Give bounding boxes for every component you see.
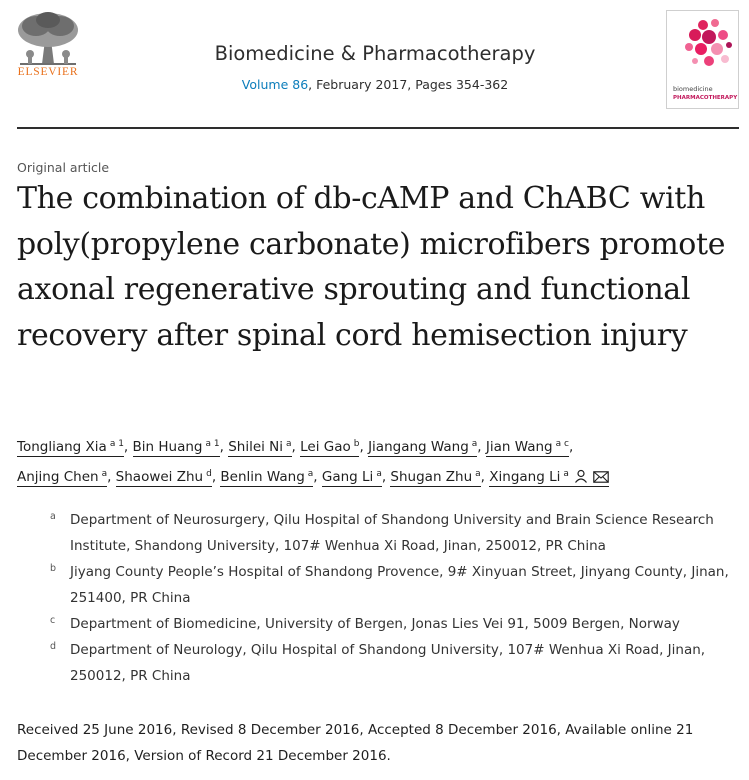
affiliation-text: Department of Neurology, Qilu Hospital of Shandong University, 107# Wenhua Xi Road, Jinan, 250012, PR China xyxy=(70,642,706,684)
cover-title-line1: biomedicine xyxy=(673,85,713,93)
author-link[interactable] xyxy=(368,439,477,457)
affiliation-label: c xyxy=(50,615,56,626)
issue-info: , February 2017, Pages 354-362 xyxy=(308,77,509,92)
author-name: Shilei Ni xyxy=(228,439,284,455)
author-link[interactable] xyxy=(17,469,107,487)
author-name: Bin Huang xyxy=(132,439,203,455)
author-list: Tongliang Xia $^{a 1}$, Bin Huang $^{a 1}$, Shilei Ni $^a$, Lei Gao $^b$, Jiangang Wang $^a$, Jian Wang $^{a c}$, Anjing Chen $^a$, Shaowei Zhu $^d$, Benlin Wang $^a$, Gang Li $^a$, Shugan Zhu $^a$, Xingang Li $^a$ xyxy=(17,431,737,491)
author-name: Benlin Wang xyxy=(220,469,305,485)
author-link[interactable] xyxy=(116,469,212,487)
author-name: Xingang Li xyxy=(489,469,561,485)
author-link[interactable] xyxy=(228,439,291,457)
author-affil-ref: a xyxy=(286,439,292,449)
elsevier-tree-icon xyxy=(12,10,84,66)
affiliation-item xyxy=(40,507,740,559)
author-link[interactable] xyxy=(300,439,359,457)
person-icon xyxy=(574,469,588,483)
author-name: Jian Wang xyxy=(485,439,553,455)
author-affil-ref: a xyxy=(307,469,314,479)
author-affil-ref: a xyxy=(376,469,382,479)
affiliation-item xyxy=(40,637,740,689)
affiliation-item xyxy=(40,611,740,637)
author-affil-ref: a 1 xyxy=(109,439,124,449)
cover-title-line2: PHARMACOTHERAPY xyxy=(673,95,738,101)
author-link-corresponding[interactable] xyxy=(489,469,609,487)
affiliation-label: d xyxy=(50,641,57,652)
article-header xyxy=(0,0,749,128)
author-affil-ref: a xyxy=(471,439,478,449)
author-link[interactable] xyxy=(390,469,480,487)
affiliation-label: a xyxy=(50,511,56,522)
author-name: Lei Gao xyxy=(300,439,351,455)
affiliation-text: Department of Biomedicine, University of Bergen, Jonas Lies Vei 91, 5009 Bergen, Norway xyxy=(70,616,680,632)
author-affil-ref: a xyxy=(563,469,569,479)
author-link[interactable] xyxy=(133,439,220,457)
publication-history: Received 25 June 2016, Revised 8 December 2016, Accepted 8 December 2016, Available online 21 December 2016, Version of Record 21 December 2016. xyxy=(17,722,694,764)
volume-link[interactable]: Volume 86 xyxy=(241,77,309,92)
volume-info xyxy=(150,77,600,92)
cover-art-icon xyxy=(667,11,738,108)
envelope-icon xyxy=(593,471,609,483)
author-name: Jiangang Wang xyxy=(368,439,469,455)
author-affil-ref: a xyxy=(475,469,481,479)
author-name: Shaowei Zhu xyxy=(115,469,204,485)
author-name: Tongliang Xia xyxy=(17,439,107,455)
author-name: Shugan Zhu xyxy=(390,469,473,485)
journal-cover-image[interactable] xyxy=(666,10,739,109)
author-affil-ref: d xyxy=(206,469,212,479)
affiliation-label: b xyxy=(50,563,57,574)
publisher-wordmark: ELSEVIER xyxy=(17,66,79,78)
article-title: The combination of db-cAMP and ChABC with poly(propylene carbonate) microfibers promote axonal regenerative sprouting and functional recovery after spinal cord hemisection injury xyxy=(17,181,726,353)
affiliations-list xyxy=(40,507,740,689)
author-link[interactable] xyxy=(220,469,313,487)
affiliation-item xyxy=(40,559,740,611)
author-name: Gang Li xyxy=(321,469,374,485)
author-link[interactable] xyxy=(322,469,382,487)
author-affil-ref: b xyxy=(353,439,360,449)
author-link[interactable] xyxy=(486,439,569,457)
header-divider xyxy=(17,127,739,129)
author-affil-ref: a c xyxy=(555,439,569,449)
author-affil-ref: a xyxy=(101,469,108,479)
journal-title-link[interactable]: Biomedicine & Pharmacotherapy xyxy=(214,42,536,65)
author-affil-ref: a 1 xyxy=(205,439,220,449)
author-link[interactable] xyxy=(17,439,124,457)
affiliation-text: Jiyang County People’s Hospital of Shandong Provence, 9# Xinyuan Street, Jinyang County, Jinan, 251400, PR China xyxy=(70,564,729,606)
article-type: Original article xyxy=(17,160,110,175)
author-name: Anjing Chen xyxy=(17,469,99,485)
affiliation-text: Department of Neurosurgery, Qilu Hospital of Shandong University and Brain Science Research Institute, Shandong University, 107# Wenhua Xi Road, Jinan, 250012, PR China xyxy=(70,512,714,554)
